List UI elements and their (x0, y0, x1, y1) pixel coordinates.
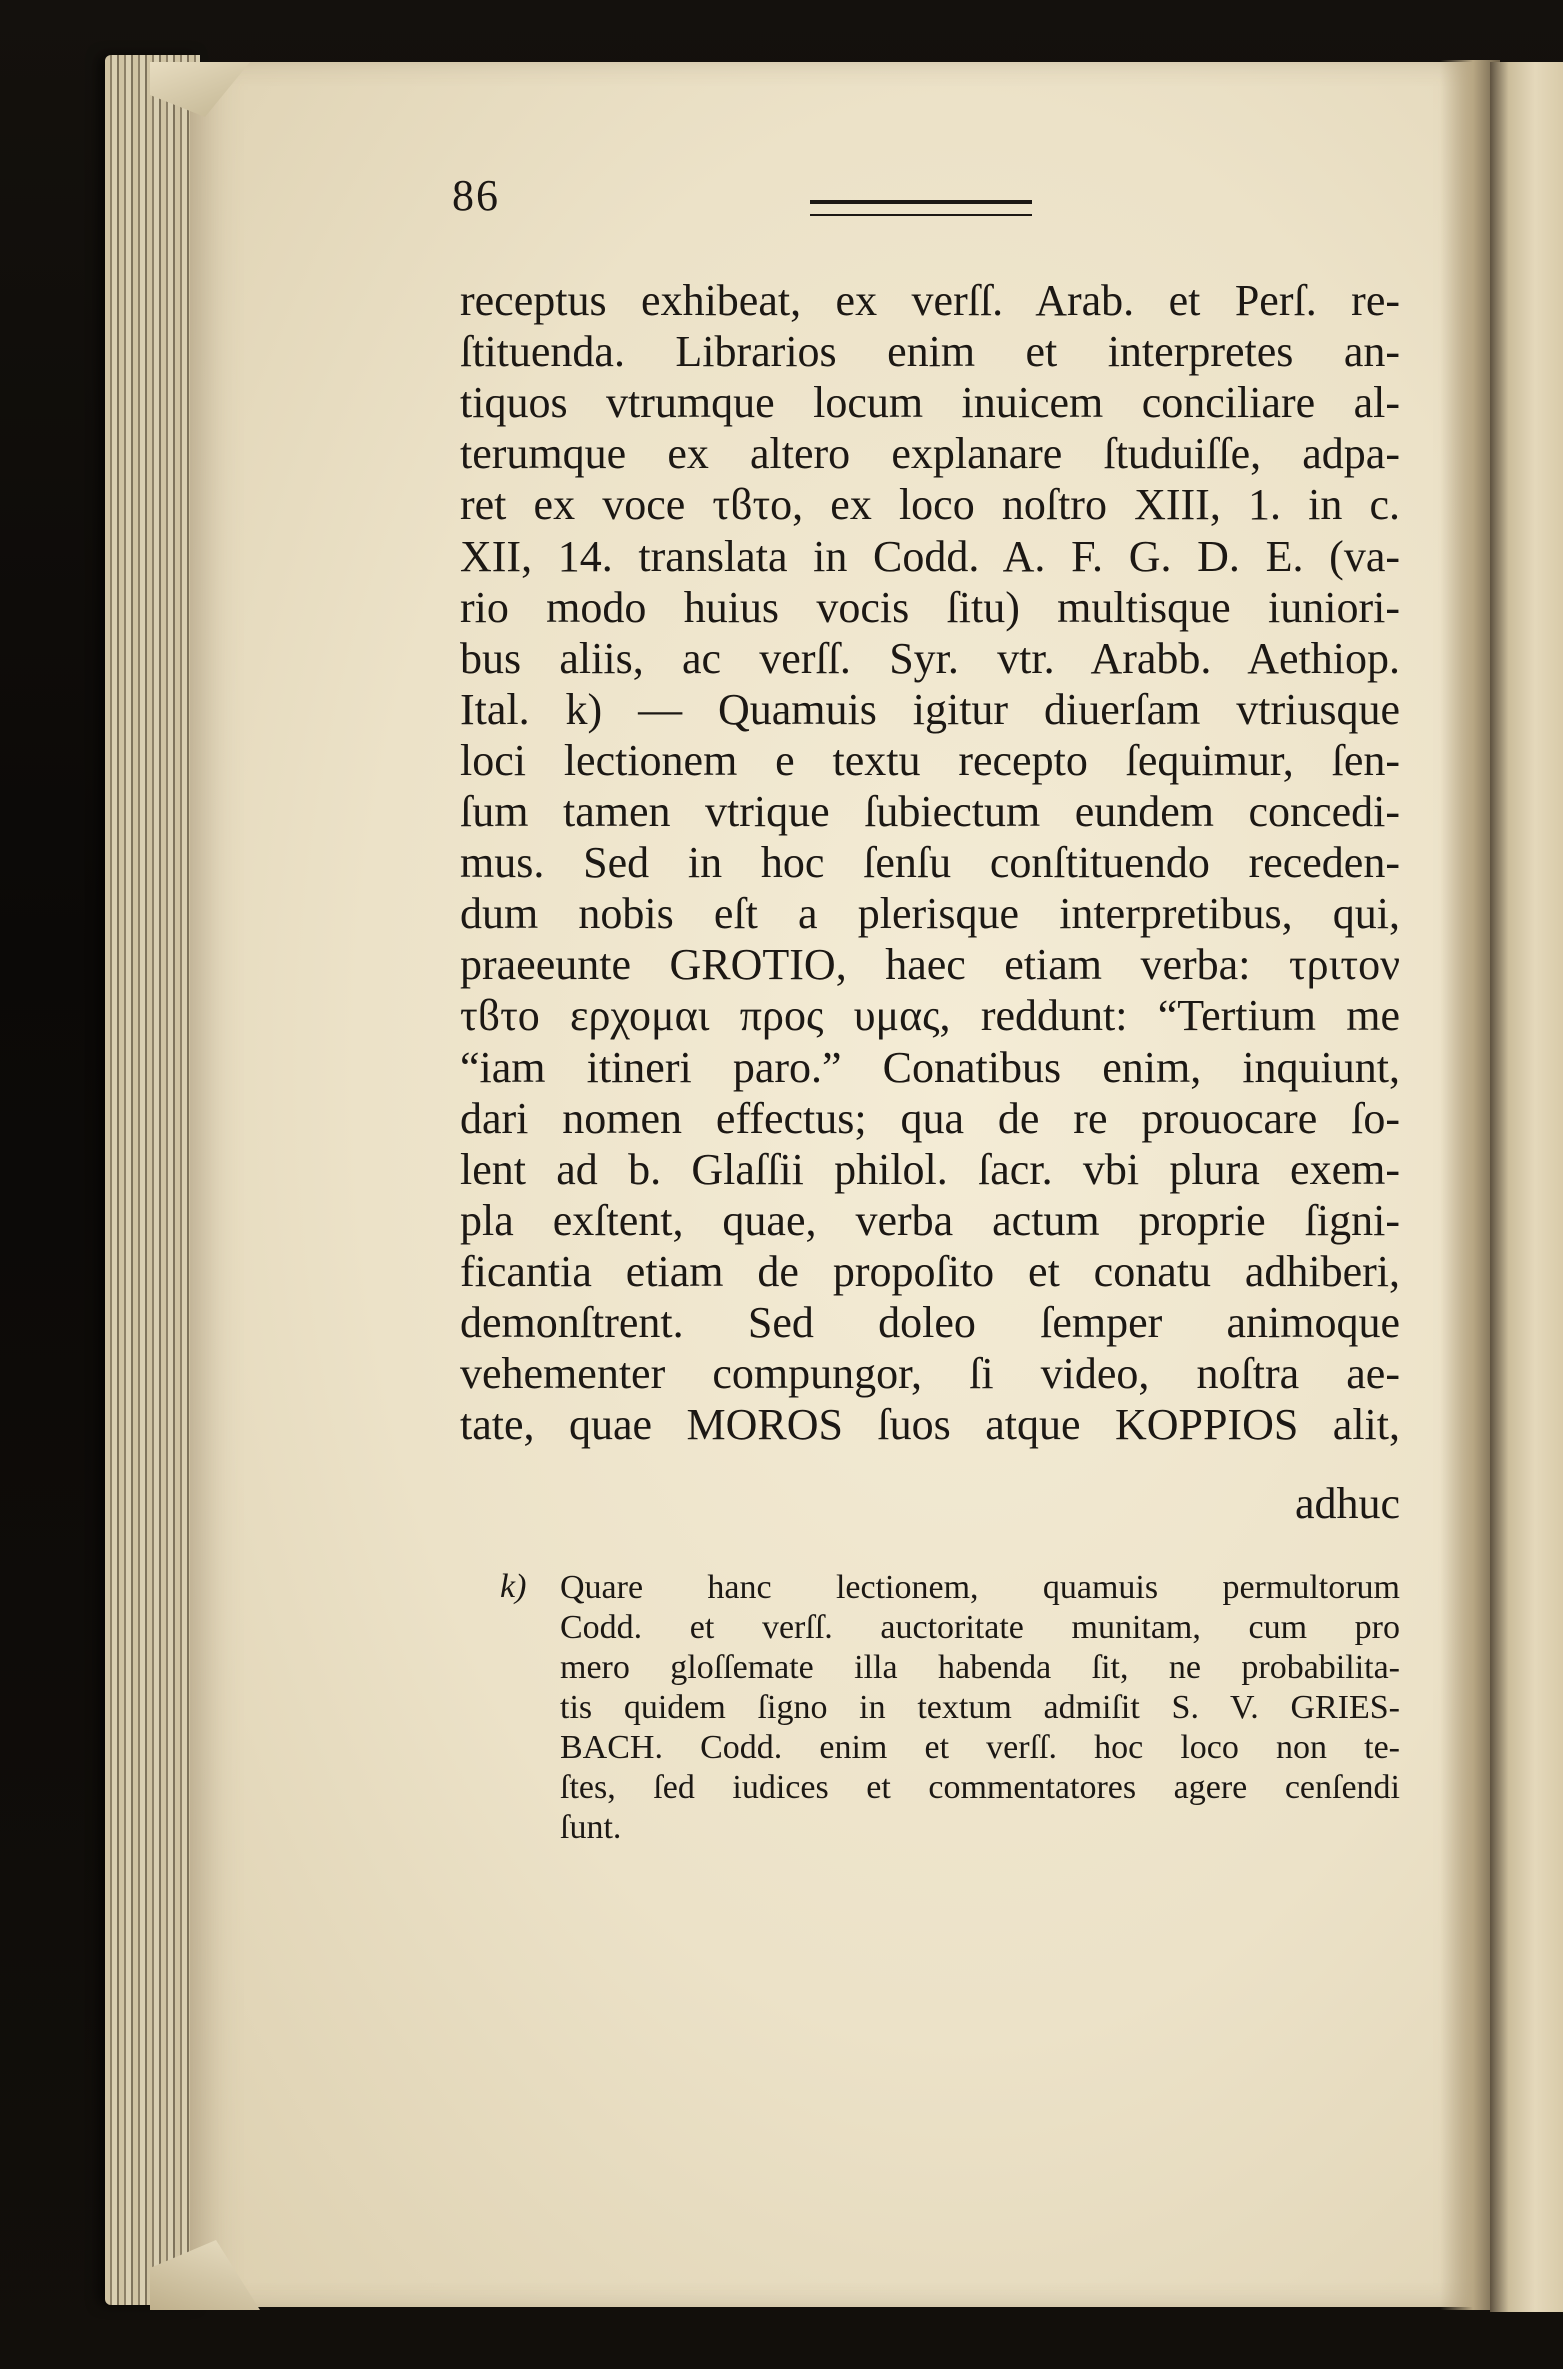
catch-word: adhuc (1294, 1479, 1400, 1528)
facing-page (1490, 62, 1563, 2312)
body-line: τϐτο ερχομαι προς υμας, reddunt: “Tertium me (460, 991, 1400, 1041)
footnote-line: Codd. et verſſ. auctoritate munitam, cum pro (560, 1609, 1400, 1646)
body-line: tate, quae MOROS ſuos atque KOPPIOS alit, (460, 1400, 1400, 1450)
body-line: praeeunte GROTIO, haec etiam verba: τριτον (460, 940, 1400, 990)
footnote-line: BACH. Codd. enim et verſſ. hoc loco non te- (560, 1729, 1400, 1766)
header-rule (810, 200, 1032, 216)
body-line: ficantia etiam de propoſito et conatu adhiberi, (460, 1246, 1400, 1296)
body-line: dari nomen effectus; qua de re prouocare ſo- (460, 1093, 1400, 1143)
body-line: pla exſtent, quae, verba actum proprie ſigni- (460, 1195, 1400, 1245)
body-line: tiquos vtrumque locum inuicem conciliare al- (460, 378, 1400, 428)
footnote-line: tis quidem ſigno in textum admiſit S. V. GRIES- (560, 1689, 1400, 1726)
body-line: terumque ex altero explanare ſtuduiſſe, adpa- (460, 429, 1400, 479)
body-line: vehementer compungor, ſi video, noſtra ae- (460, 1349, 1400, 1399)
body-line: lent ad b. Glaſſii philol. ſacr. vbi plura exem- (460, 1144, 1400, 1194)
body-line: loci lectionem e textu recepto ſequimur, ſen- (460, 735, 1400, 785)
body-line: mus. Sed in hoc ſenſu conſtituendo receden- (460, 838, 1400, 888)
body-line: XII, 14. translata in Codd. A. F. G. D. E. (va- (460, 531, 1400, 581)
body-line: Ital. k) — Quamuis igitur diuerſam vtriusque (460, 684, 1400, 734)
body-line: bus aliis, ac verſſ. Syr. vtr. Arabb. Aethiop. (460, 633, 1400, 683)
body-line: ſum tamen vtrique ſubiectum eundem concedi- (460, 787, 1400, 836)
footnote-line: ſunt. (560, 1809, 622, 1846)
body-line: receptus exhibeat, ex verſſ. Arab. et Perſ. re- (460, 276, 1400, 325)
body-line: “iam itineri paro.” Conatibus enim, inquiunt, (460, 1042, 1400, 1092)
footnote-marker: k) (500, 1568, 527, 1605)
stacked-page-edges (105, 55, 200, 2305)
body-line: ſtituenda. Librarios enim et interpretes an- (460, 327, 1400, 377)
body-line: dum nobis eſt a plerisque interpretibus, qui, (460, 889, 1400, 939)
footnote-line: ſtes, ſed iudices et commentatores agere cenſendi (560, 1769, 1400, 1806)
page-number: 86 (452, 171, 500, 220)
body-line: ret ex voce τϐτο, ex loco noſtro XIII, 1. in c. (460, 480, 1400, 530)
footnote-line: Quare hanc lectionem, quamuis permultorum (560, 1569, 1400, 1606)
body-line: rio modo huius vocis ſitu) multisque iuniori- (460, 582, 1400, 632)
footnote-line: mero gloſſemate illa habenda ſit, ne probabilita- (560, 1649, 1400, 1686)
body-line: demonſtrent. Sed doleo ſemper animoque (460, 1298, 1400, 1347)
